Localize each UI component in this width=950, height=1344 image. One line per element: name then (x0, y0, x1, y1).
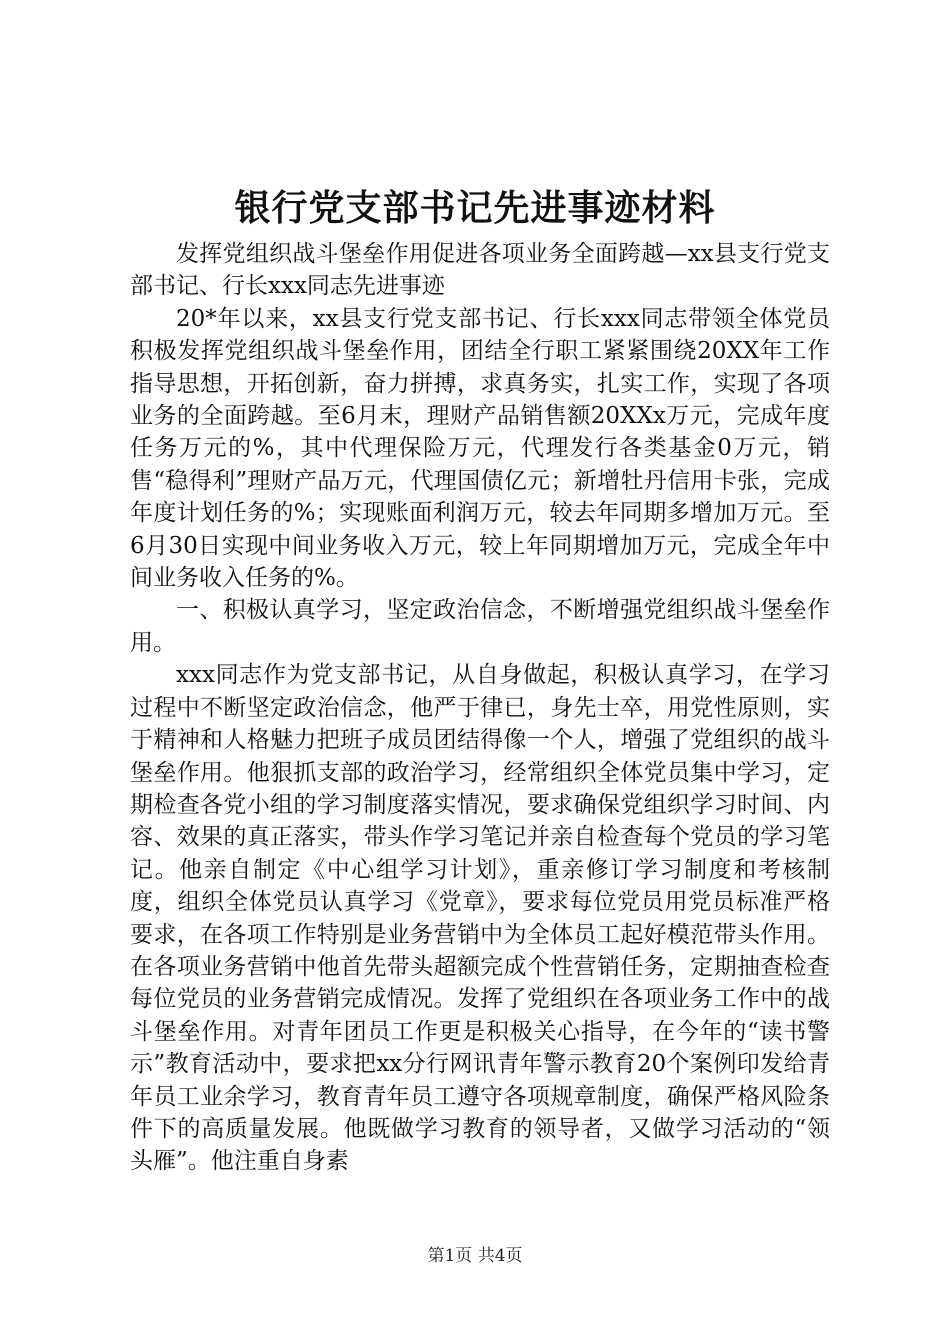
subtitle-paragraph: 发挥党组织战斗堡垒作用促进各项业务全面跨越—xx县支行党支部书记、行长xxx同志先进事迹 (130, 241, 830, 300)
section-heading-paragraph: 一、积极认真学习，坚定政治信念，不断增强党组织战斗堡垒作用。 (130, 597, 830, 656)
document-body (130, 238, 830, 1178)
document-title: 银行党支部书记先进事迹材料 (234, 187, 716, 229)
body-paragraph: xxx同志作为党支部书记，从自身做起，积极认真学习，在学习过程中不断坚定政治信念，他严于律已，身先士卒，用党性原则，实于精神和人格魅力把班子成员团结得像一个人，增强了党组织的战斗堡垒作用。他狠抓支部的政治学习，经常组织全体党员集中学习，定期检查各党小组的学习制度落实情况，要求确保党组织学习时间、内容、效果的真正落实，带头作学习笔记并亲自检查每个党员的学习笔记。他亲自制定《中心组学习计划》，重亲修订学习制度和考核制度，组织全体党员认真学习《党章》，要求每位党员用党员标准严格要求，在各项工作特别是业务营销中为全体员工起好模范带头作用。在各项业务营销中他首先带头超额完成个性营销任务，定期抽查检查每位党员的业务营销完成情况。发挥了党组织在各项业务工作中的战斗堡垒作用。对青年团员工作更是积极关心指导，在今年的“读书警示”教育活动中，要求把xx分行网讯青年警示教育20个案例印发给青年员工业余学习，教育青年员工遵守各项规章制度，确保严格风险条件下的高质量发展。他既做学习教育的领导者，又做学习活动的“领头雁”。他注重自身素 (130, 662, 830, 1175)
page-number-footer: 第1页 共4页 (427, 1246, 523, 1266)
body-paragraph: 20*年以来，xx县支行党支部书记、行长xxx同志带领全体党员积极发挥党组织战斗堡垒作用，团结全行职工紧紧围绕20XX年工作指导思想，开拓创新，奋力拼搏，求真务实，扎实工作，实现了各项业务的全面跨越。至6月末，理财产品销售额20XXx万元，完成年度任务万元的%，其中代理保险万元，代理发行各类基金0万元，销售“稳得利”理财产品万元，代理国债亿元；新增牡丹信用卡张，完成年度计划任务的%；实现账面利润万元，较去年同期多增加万元。至6月30日实现中间业务收入万元，较上年同期增加万元，完成全年中间业务收入任务的%。 (130, 305, 830, 592)
